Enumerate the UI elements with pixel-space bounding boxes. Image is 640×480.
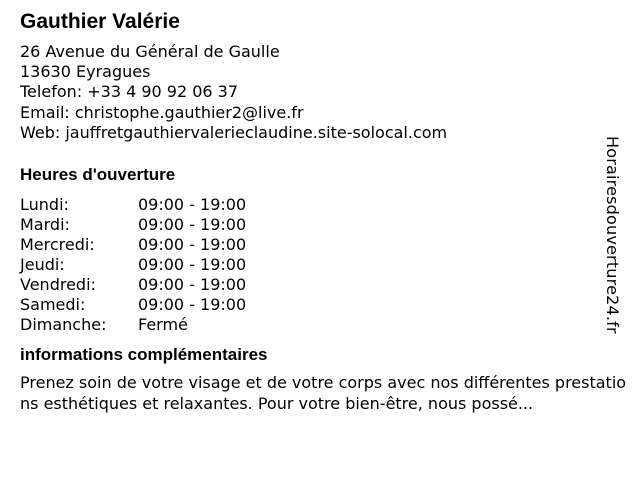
business-name: Gauthier Valérie [20,10,180,33]
day-time: Fermé [138,315,188,335]
day-label: Dimanche: [20,315,107,335]
hours-row-friday [20,275,246,295]
web-line: Web: jauffretgauthiervalerieclaudine.site-solocal.com [20,122,448,142]
additional-info-text: Prenez soin de votre visage et de votre corps avec nos différentes prestations esthétiques et relaxantes. Pour votre bien-être, nous possé... [20,373,627,414]
day-time: 09:00 - 19:00 [138,255,247,275]
day-label: Mardi: [20,215,70,235]
hours-row-saturday [20,295,246,315]
hours-row-monday [20,195,246,215]
additional-info-heading: informations complémentaires [20,345,268,365]
day-time: 09:00 - 19:00 [138,195,247,215]
phone-line: Telefon: +33 4 90 92 06 37 [20,82,239,102]
site-brand-vertical: Horairesdouverture24.fr [603,136,622,334]
hours-row-wednesday [20,235,246,255]
address-line2: 13630 Eyragues [20,62,151,82]
hours-row-thursday [20,255,246,275]
day-time: 09:00 - 19:00 [138,215,247,235]
address-line1: 26 Avenue du Général de Gaulle [20,42,280,61]
opening-hours-heading: Heures d'ouverture [20,165,176,185]
hours-row-sunday [20,315,246,335]
email-line: Email: christophe.gauthier2@live.fr [20,102,304,122]
day-label: Jeudi: [20,255,65,275]
day-label: Mercredi: [20,235,95,255]
day-label: Vendredi: [20,275,96,295]
day-time: 09:00 - 19:00 [138,295,247,315]
opening-hours-table [20,195,246,335]
business-card [20,8,632,414]
day-label: Lundi: [20,195,69,215]
day-time: 09:00 - 19:00 [138,235,247,255]
day-label: Samedi: [20,295,86,315]
day-time: 09:00 - 19:00 [138,275,247,295]
hours-row-tuesday [20,215,246,235]
